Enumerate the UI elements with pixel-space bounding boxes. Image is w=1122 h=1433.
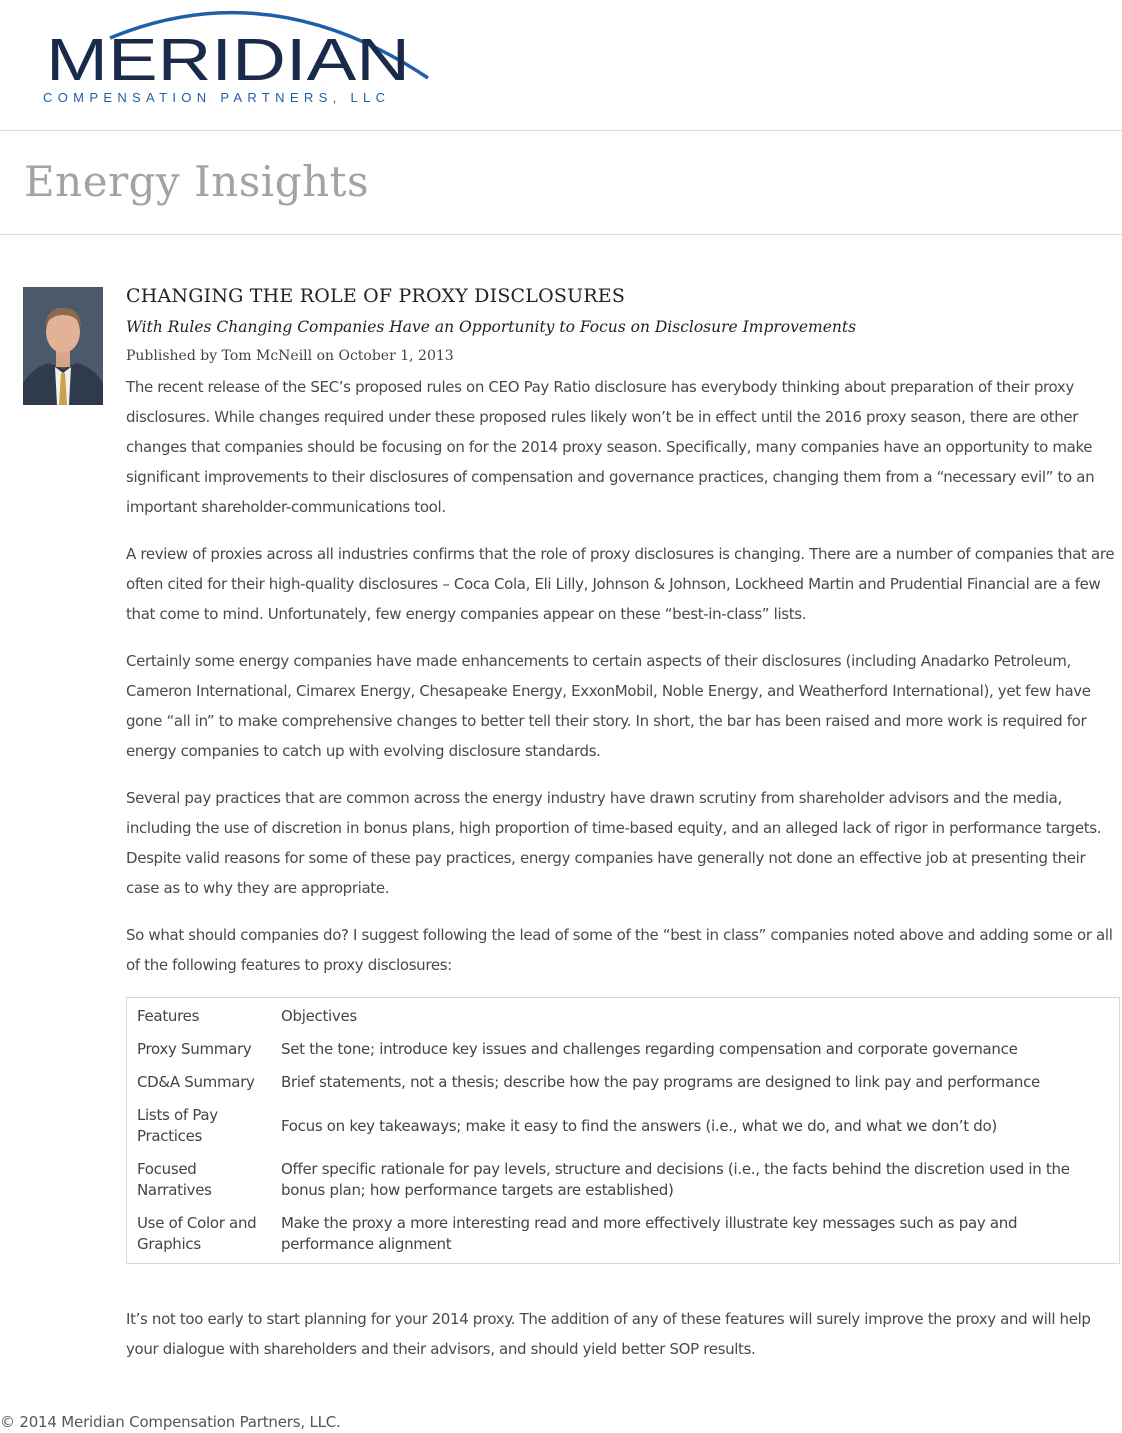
article-paragraph: So what should companies do? I suggest following the lead of some of the “best in class” companies noted above and adding some or all of the following features to proxy disclosures: <box>126 926 1113 974</box>
article-paragraph: Certainly some energy companies have made enhancements to certain aspects of their disclosures (including Anadarko Petroleum, Cameron International, Cimarex Energy, Chesapeake Energy, ExxonMobil, Noble Energy, and Weatherford International), yet few have gone “all in” to make comprehensive changes to better tell their story. In short, the bar has been raised and more work is required for energy companies to catch up with evolving disclosure standards. <box>126 652 1091 760</box>
article-paragraph: Several pay practices that are common across the energy industry have drawn scrutiny from shareholder advisors and the media, including the use of discretion in bonus plans, high proportion of time-based equity, and an alleged lack of rigor in performance targets. Despite valid reasons for some of these pay practices, energy companies have generally not done an effective job at presenting their case as to why they are appropriate. <box>126 789 1102 897</box>
article-title: CHANGING THE ROLE OF PROXY DISCLOSURES <box>126 285 626 307</box>
header-divider <box>0 130 1122 131</box>
section-divider <box>0 234 1122 235</box>
article-closing: It’s not too early to start planning for your 2014 proxy. The addition of any of these features will surely improve the proxy and will help your dialogue with shareholders and their advisors, and should yield better SOP results. <box>126 1310 1091 1358</box>
table-cell-feature: CD&A Summary <box>137 1073 255 1091</box>
section-title: Energy Insights <box>24 157 370 206</box>
table-header-objectives: Objectives <box>281 1007 357 1025</box>
table-cell-objective: Brief statements, not a thesis; describe how the pay programs are designed to link pay and performance <box>281 1073 1040 1091</box>
logo-wordmark: MERIDIAN <box>46 27 410 93</box>
table-row <box>127 1099 1120 1153</box>
features-table <box>126 997 1120 1264</box>
author-photo <box>23 287 103 405</box>
table-cell-objective: Set the tone; introduce key issues and challenges regarding compensation and corporate governance <box>281 1040 1018 1058</box>
table-cell-feature: Lists of Pay Practices <box>137 1106 218 1145</box>
table-row <box>127 1033 1120 1066</box>
table-cell-objective: Make the proxy a more interesting read and more effectively illustrate key messages such as pay and performance alignment <box>281 1214 1018 1253</box>
footer-copyright: © 2014 Meridian Compensation Partners, LLC. <box>0 1413 341 1431</box>
logo-graphic <box>40 0 440 110</box>
table-header-features: Features <box>137 1007 200 1025</box>
article <box>126 282 1120 1381</box>
table-cell-objective: Offer specific rationale for pay levels, structure and decisions (i.e., the facts behind the discretion used in the bonus plan; how performance targets are established) <box>281 1160 1070 1199</box>
meridian-logo[interactable] <box>40 0 440 110</box>
article-byline: Published by Tom McNeill on October 1, 2013 <box>126 348 454 364</box>
table-cell-feature: Focused Narratives <box>137 1160 212 1199</box>
logo-tagline: COMPENSATION PARTNERS, LLC <box>43 90 386 105</box>
table-header-row <box>127 998 1120 1034</box>
table-cell-feature: Proxy Summary <box>137 1040 252 1058</box>
article-paragraph: A review of proxies across all industries confirms that the role of proxy disclosures is changing. There are a number of companies that are often cited for their high-quality disclosures – Coca Cola, Eli Lilly, Johnson & Johnson, Lockheed Martin and Prudential Financial are a few that come to mind. Unfortunately, few energy companies appear on these “best-in-class” lists. <box>126 545 1115 623</box>
table-cell-objective: Focus on key takeaways; make it easy to find the answers (i.e., what we do, and what we don’t do) <box>281 1116 997 1135</box>
article-paragraph: The recent release of the SEC’s proposed rules on CEO Pay Ratio disclosure has everybody thinking about preparation of their proxy disclosures. While changes required under these proposed rules likely won’t be in effect until the 2016 proxy season, there are other changes that companies should be focusing on for the 2014 proxy season. Specifically, many companies have an opportunity to make significant improvements to their disclosures of compensation and governance practices, changing them from a “necessary evil” to an important shareholder-communications tool. <box>126 378 1095 516</box>
table-row <box>127 1207 1120 1264</box>
table-cell-feature: Use of Color and Graphics <box>137 1214 257 1253</box>
table-row <box>127 1153 1120 1207</box>
table-row <box>127 1066 1120 1099</box>
article-subtitle: With Rules Changing Companies Have an Opportunity to Focus on Disclosure Improvements <box>126 318 857 336</box>
